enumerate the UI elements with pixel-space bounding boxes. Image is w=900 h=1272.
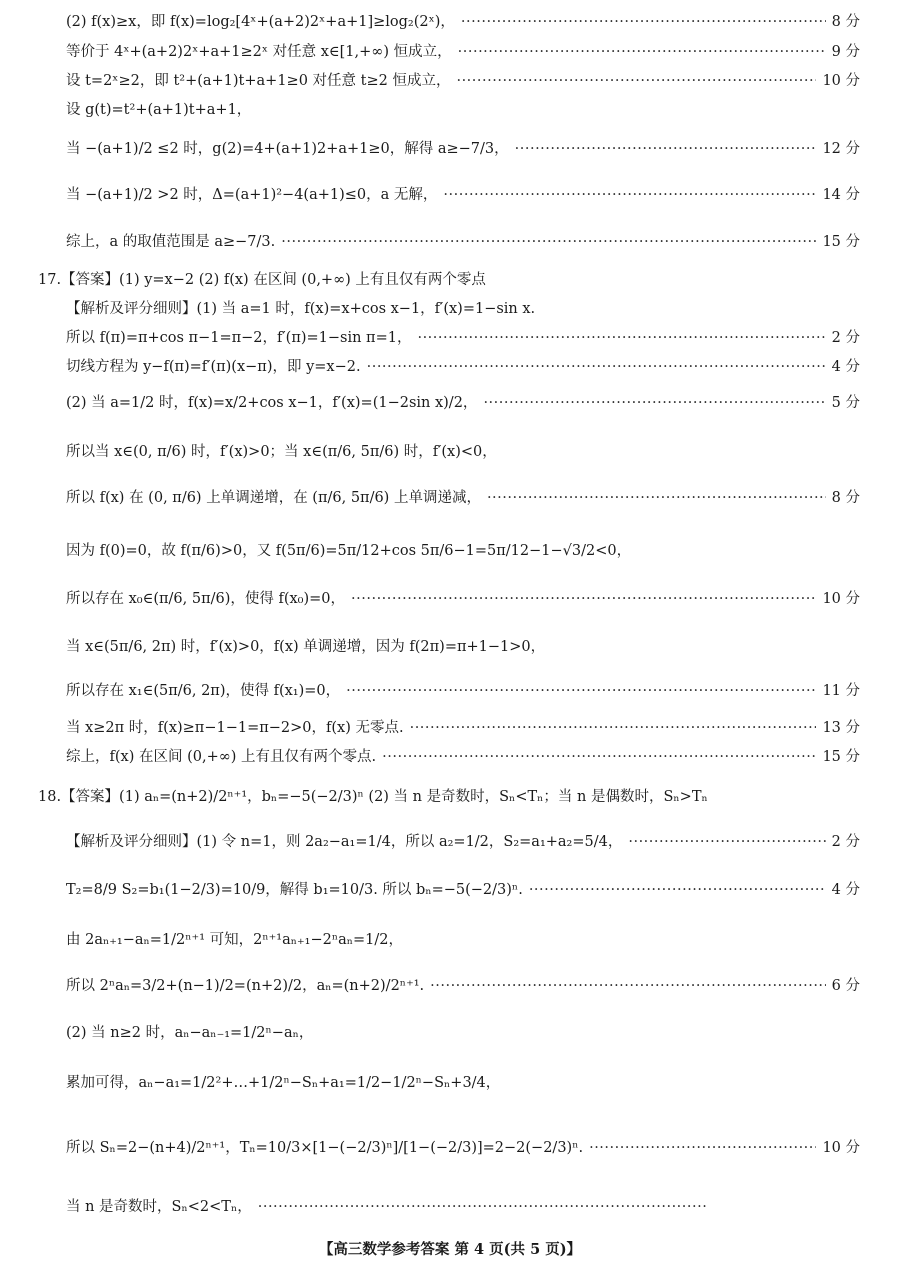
dot-leader: [589, 1140, 816, 1158]
line-text: 设 t=2ˣ≥2，即 t²+(a+1)t+a+1≥0 对任意 t≥2 恒成立，: [66, 73, 451, 90]
line-text: 所以存在 x₀∈(π/6, 5π/6)，使得 f(x₀)=0，: [66, 591, 346, 608]
line-score: 4 分: [831, 882, 860, 899]
dot-leader: [461, 14, 826, 32]
line: [66, 102, 860, 119]
line: [66, 639, 860, 656]
line: [66, 395, 860, 413]
line-text: 【解析及评分细则】(1) 当 a=1 时，f(x)=x+cos x−1，f′(x)=1−sin x.: [66, 301, 536, 317]
line-text: (2) 当 n≥2 时，aₙ−aₙ₋₁=1/2ⁿ−aₙ，: [66, 1025, 314, 1041]
line: [66, 359, 860, 377]
line: [66, 882, 860, 900]
line-text: 当 −(a+1)/2 >2 时，Δ=(a+1)²−4(a+1)≤0，a 无解，: [66, 187, 438, 204]
line: [66, 234, 860, 252]
line: [66, 14, 860, 32]
line: [66, 978, 860, 996]
line-text: 所以 f(x) 在 (0, π/6) 上单调递增，在 (π/6, 5π/6) 上单调递减，: [66, 490, 481, 507]
line-text: 累加可得，aₙ−a₁=1/2²+…+1/2ⁿ−Sₙ+a₁=1/2−1/2ⁿ−Sₙ+3/4，: [66, 1075, 501, 1091]
dot-leader: [515, 141, 817, 159]
line-score: 10 分: [822, 1140, 860, 1157]
dot-leader: [487, 490, 826, 508]
line-text: 所以存在 x₁∈(5π/6, 2π)，使得 f(x₁)=0，: [66, 683, 341, 700]
line: [66, 490, 860, 508]
line: [66, 73, 860, 91]
line-score: 15 分: [822, 234, 860, 251]
line-text: (2) 当 a=1/2 时，f(x)=x/2+cos x−1，f′(x)=(1−2sin x)/2，: [66, 395, 478, 412]
line-text: 因为 f(0)=0，故 f(π/6)>0，又 f(5π/6)=5π/12+cos 5π/6−1=5π/12−1−√3/2<0，: [66, 543, 632, 559]
dot-leader: [456, 73, 816, 91]
line: [66, 932, 860, 949]
line-score: 14 分: [822, 187, 860, 204]
line-score: 2 分: [831, 834, 860, 851]
line: [66, 1199, 860, 1217]
line-score: 13 分: [822, 720, 860, 737]
dot-leader: [529, 882, 826, 900]
dot-leader: [281, 234, 816, 252]
line: [66, 1075, 860, 1092]
line-score: 4 分: [831, 359, 860, 376]
line-text: 综上，a 的取值范围是 a≥−7/3.: [66, 234, 276, 251]
line-score: 6 分: [831, 978, 860, 995]
line-text: T₂=8/9 S₂=b₁(1−2/3)=10/9，解得 b₁=10/3. 所以 bₙ=−5(−2/3)ⁿ.: [66, 882, 523, 899]
line-score: 11 分: [822, 683, 860, 700]
line: [66, 1140, 860, 1158]
dot-leader: [346, 683, 816, 701]
line-text: (2) f(x)≥x，即 f(x)=log₂[4ˣ+(a+2)2ˣ+a+1]≥log₂(2ˣ)，: [66, 14, 455, 31]
line: [66, 720, 860, 738]
line-score: 8 分: [831, 14, 860, 31]
line-text: 所以当 x∈(0, π/6) 时，f′(x)>0；当 x∈(π/6, 5π/6) 时，f′(x)<0，: [66, 444, 497, 460]
line-score: 2 分: [831, 330, 860, 347]
dot-leader: [351, 591, 816, 609]
line-text: 当 −(a+1)/2 ≤2 时，g(2)=4+(a+1)2+a+1≥0，解得 a≥−7/3，: [66, 141, 509, 158]
line: [66, 141, 860, 159]
line-score: 15 分: [822, 749, 860, 766]
line-text: 当 x≥2π 时，f(x)≥π−1−1=π−2>0，f(x) 无零点.: [66, 720, 404, 737]
dot-leader: [483, 395, 825, 413]
line-score: 10 分: [822, 73, 860, 90]
line-score: 10 分: [822, 591, 860, 608]
page-footer: 【高三数学参考答案 第 4 页(共 5 页)】: [318, 1241, 582, 1258]
line: [66, 301, 860, 318]
line-text: 综上，f(x) 在区间 (0,+∞) 上有且仅有两个零点.: [66, 749, 377, 766]
line: [66, 330, 860, 348]
line: [66, 444, 860, 461]
line-text: 18.【答案】(1) aₙ=(n+2)/2ⁿ⁺¹，bₙ=−5(−2/3)ⁿ (2) 当 n 是奇数时，Sₙ<Tₙ；当 n 是偶数时，Sₙ>Tₙ: [38, 789, 708, 805]
line: [66, 543, 860, 560]
line-score: 9 分: [831, 44, 860, 61]
line: [38, 272, 860, 289]
line-text: 【解析及评分细则】(1) 令 n=1，则 2a₂−a₁=1/4，所以 a₂=1/2，S₂=a₁+a₂=5/4，: [66, 834, 623, 851]
dot-leader: [628, 834, 825, 852]
line: [66, 187, 860, 205]
line-text: 17.【答案】(1) y=x−2 (2) f(x) 在区间 (0,+∞) 上有且仅有两个零点: [38, 272, 486, 288]
line-text: 当 x∈(5π/6, 2π) 时，f′(x)>0，f(x) 单调递增，因为 f(2π)=π+1−1>0，: [66, 639, 546, 655]
dot-leader: [443, 187, 816, 205]
line-text: 切线方程为 y−f(π)=f′(π)(x−π)，即 y=x−2.: [66, 359, 361, 376]
line: [38, 789, 860, 806]
dot-leader: [410, 720, 817, 738]
dot-leader: [367, 359, 826, 377]
dot-leader: [430, 978, 826, 996]
dot-leader: [417, 330, 825, 348]
line-text: 所以 2ⁿaₙ=3/2+(n−1)/2=(n+2)/2，aₙ=(n+2)/2ⁿ⁺¹.: [66, 978, 425, 995]
line-text: 所以 f(π)=π+cos π−1=π−2，f′(π)=1−sin π=1，: [66, 330, 412, 347]
dot-leader: [258, 1199, 708, 1217]
line-score: 12 分: [822, 141, 860, 158]
line-text: 设 g(t)=t²+(a+1)t+a+1，: [66, 102, 252, 118]
line-text: 当 n 是奇数时，Sₙ<2<Tₙ，: [66, 1199, 252, 1216]
line: [66, 749, 860, 767]
line: [66, 1025, 860, 1042]
line-score: 5 分: [831, 395, 860, 412]
dot-leader: [382, 749, 816, 767]
line: [66, 834, 860, 852]
dot-leader: [458, 44, 826, 62]
line-score: 8 分: [831, 490, 860, 507]
line: [66, 44, 860, 62]
line-text: 等价于 4ˣ+(a+2)2ˣ+a+1≥2ˣ 对任意 x∈[1,+∞) 恒成立，: [66, 44, 452, 61]
line: [66, 591, 860, 609]
line-text: 所以 Sₙ=2−(n+4)/2ⁿ⁺¹，Tₙ=10/3×[1−(−2/3)ⁿ]/[1−(−2/3)]=2−2(−2/3)ⁿ.: [66, 1140, 584, 1157]
line: [66, 683, 860, 701]
line-text: 由 2aₙ₊₁−aₙ=1/2ⁿ⁺¹ 可知，2ⁿ⁺¹aₙ₊₁−2ⁿaₙ=1/2，: [66, 932, 404, 948]
